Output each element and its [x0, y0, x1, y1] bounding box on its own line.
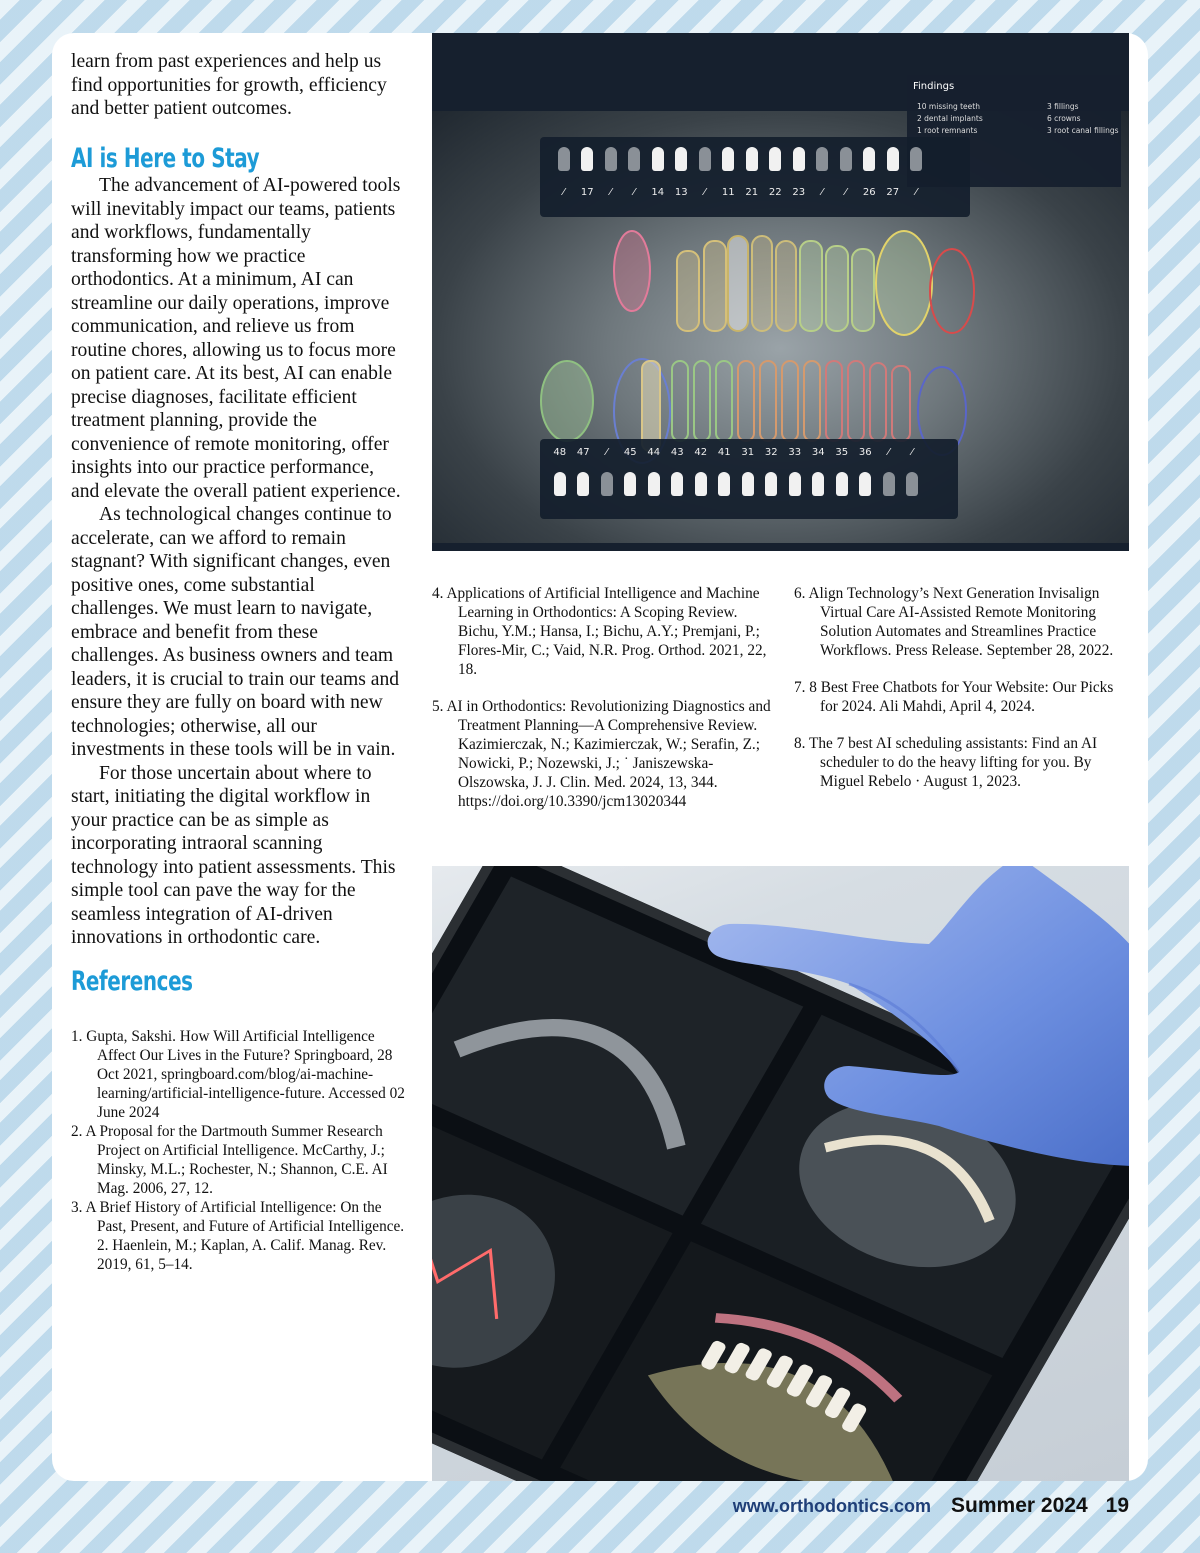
tooth-number: 27 — [886, 187, 900, 198]
tooth-number: 13 — [674, 187, 688, 198]
finding-item: 1 root remnants — [917, 126, 978, 135]
reference-item: 8. The 7 best AI scheduling assistants: Find an AI scheduler to do the heavy lifting for you. By Miguel Rebelo · August 1, 2023. — [794, 735, 1098, 790]
body-paragraph: The advancement of AI-powered tools will inevitably impact our teams, patients and workflows, fundamentally transforming how we practice orthodontics. At a minimum, AI can streamline our daily operations, improve communication, and relieve us from routine chores, allowing us to focus more on patient care. At its best, AI can enable precise diagnoses, facilitate efficient treatment planning, provide the convenience of remote monitoring, offer insights into our practice performance, and elevate the overall patient experience. — [71, 175, 401, 502]
tooth-number: ⁄ — [911, 447, 914, 458]
tooth-icon — [576, 147, 600, 171]
tooth-number: 41 — [717, 447, 731, 458]
tooth-number: ⁄ — [821, 187, 824, 198]
tooth-number: 42 — [694, 447, 708, 458]
body-paragraph: As technological changes continue to accelerate, can we afford to remain stagnant? With significant changes, even positive ones, come substantial challenges. We must learn to navigate, embrace and benefit from these challenges. As business owners and team leaders, it is crucial to train our teams and ensure they are fully on board with new technologies; otherwise, all our investments in these tools will be in vain. — [71, 504, 400, 760]
tooth-number: ⁄ — [703, 187, 706, 198]
footer-issue: Summer 2024 — [951, 1494, 1088, 1517]
tooth-icon — [834, 147, 858, 171]
tooth-icon — [595, 472, 619, 496]
tooth-number: 48 — [553, 447, 567, 458]
tooth-number: 23 — [792, 187, 806, 198]
upper-teeth-chart — [540, 137, 970, 217]
finding-item: 6 crowns — [1047, 114, 1081, 123]
panoramic-xray-image — [432, 33, 1129, 551]
tooth-number: 22 — [768, 187, 782, 198]
tooth-icon — [623, 147, 647, 171]
main-column — [71, 50, 406, 1274]
section-heading: AI is Here to Stay — [71, 142, 260, 174]
body-paragraph: For those uncertain about where to start, initiating the digital workflow in your practice can be as simple as incorporating intraoral scanning technology into patient assessments. This simple tool can pave the way for the seamless integration of AI-driven innovations in orthodontic care. — [71, 762, 396, 948]
tooth-icon — [736, 472, 760, 496]
references-list — [71, 1027, 406, 1274]
tooth-icon — [854, 472, 878, 496]
tooth-number: 43 — [670, 447, 684, 458]
tooth-number: ⁄ — [915, 187, 918, 198]
tooth-icon — [572, 472, 596, 496]
tooth-icon — [807, 472, 831, 496]
tooth-number: 45 — [623, 447, 637, 458]
tooth-number: ⁄ — [562, 187, 565, 198]
tooth-icon — [548, 472, 572, 496]
tooth-number: 35 — [835, 447, 849, 458]
tooth-icon — [877, 472, 901, 496]
tooth-icon — [619, 472, 643, 496]
tooth-icon — [689, 472, 713, 496]
finding-item: 3 root canal fillings — [1047, 126, 1119, 135]
tooth-icon — [642, 472, 666, 496]
references-heading: References — [71, 965, 193, 997]
tooth-number: ⁄ — [887, 447, 890, 458]
reference-item: 4. Applications of Artificial Intelligence and Machine Learning in Orthodontics: A Scoping Review. Bichu, Y.M.; Hansa, I.; Bichu, A.Y.; Premjani, P.; Flores-Mir, C.; Vaid, N.R. Prog. Orthod. 2021, 22, 18. — [432, 585, 767, 678]
tooth-icon — [787, 147, 811, 171]
intro-paragraph: learn from past experiences and help us find opportunities for growth, efficiency and better patient outcomes. — [71, 51, 387, 119]
references-column-3 — [794, 584, 1129, 809]
tooth-icon — [599, 147, 623, 171]
tooth-icon — [717, 147, 741, 171]
tooth-number: 44 — [647, 447, 661, 458]
tooth-number: 14 — [651, 187, 665, 198]
tooth-icon — [666, 472, 690, 496]
tooth-icon — [881, 147, 905, 171]
tooth-number: 34 — [811, 447, 825, 458]
tooth-icon — [646, 147, 670, 171]
footer-url[interactable]: www.orthodontics.com — [732, 1496, 932, 1516]
reference-item: 1. Gupta, Sakshi. How Will Artificial Intelligence Affect Our Lives in the Future? Springboard, 28 Oct 2021, springboard.com/blog/ai-machine-learning/artificial-intelligence-future. Accessed 02 June 2024 — [71, 1028, 405, 1121]
findings-title: Findings — [913, 81, 955, 92]
tooth-number: 17 — [580, 187, 594, 198]
tooth-icon — [905, 147, 929, 171]
tooth-icon — [552, 147, 576, 171]
tooth-icon — [713, 472, 737, 496]
tooth-icon — [858, 147, 882, 171]
tooth-number: 47 — [576, 447, 590, 458]
tooth-number: 33 — [788, 447, 802, 458]
tooth-icon — [740, 147, 764, 171]
tooth-icon — [811, 147, 835, 171]
reference-item: 7. 8 Best Free Chatbots for Your Website: Our Picks for 2024. Ali Mahdi, April 4, 2024. — [794, 679, 1114, 715]
finding-item: 3 fillings — [1047, 102, 1079, 111]
tooth-icon — [783, 472, 807, 496]
tooth-number: ⁄ — [605, 447, 608, 458]
tooth-number: 11 — [721, 187, 735, 198]
tooth-number: ⁄ — [633, 187, 636, 198]
tooth-number: 26 — [862, 187, 876, 198]
finding-item: 2 dental implants — [917, 114, 983, 123]
tooth-number: 31 — [741, 447, 755, 458]
gloved-hand — [699, 866, 1129, 1206]
tooth-icon — [830, 472, 854, 496]
tooth-number: 21 — [745, 187, 759, 198]
reference-item: 2. A Proposal for the Dartmouth Summer Research Project on Artificial Intelligence. McCarthy, J.; Minsky, M.L.; Rochester, N.; Shannon, C.E. AI Mag. 2006, 27, 12. — [71, 1123, 388, 1197]
page-footer — [733, 1494, 1129, 1518]
tooth-icon — [760, 472, 784, 496]
references-column-2 — [432, 584, 777, 829]
tooth-icon — [670, 147, 694, 171]
tooth-number: 36 — [858, 447, 872, 458]
tooth-number: ⁄ — [609, 187, 612, 198]
page-number: 19 — [1105, 1494, 1129, 1517]
tooth-icon — [901, 472, 925, 496]
reference-item: 5. AI in Orthodontics: Revolutionizing Diagnostics and Treatment Planning—A Comprehensive Review. Kazimierczak, N.; Kazimierczak, W.; Serafin, Z.; Nowicki, P.; Nozewski, J.; ˙ Janiszewska-Olszowska, J. J. Clin. Med. 2024, 13, 344. https://doi.org/10.3390/jcm13020344 — [432, 698, 771, 810]
tooth-number: ⁄ — [844, 187, 847, 198]
tooth-number: 32 — [764, 447, 778, 458]
tooth-icon — [693, 147, 717, 171]
finding-item: 10 missing teeth — [917, 102, 980, 111]
tablet-scan-photo — [432, 866, 1129, 1481]
reference-item: 3. A Brief History of Artificial Intelligence: On the Past, Present, and Future of Artificial Intelligence. 2. Haenlein, M.; Kaplan, A. Calif. Manag. Rev. 2019, 61, 5–14. — [71, 1199, 405, 1273]
reference-item: 6. Align Technology’s Next Generation Invisalign Virtual Care AI-Assisted Remote Monitoring Solution Automates and Streamlines Practice Workflows. Press Release. September 28, 2022. — [794, 585, 1114, 659]
tooth-icon — [764, 147, 788, 171]
lower-teeth-chart — [540, 439, 958, 519]
